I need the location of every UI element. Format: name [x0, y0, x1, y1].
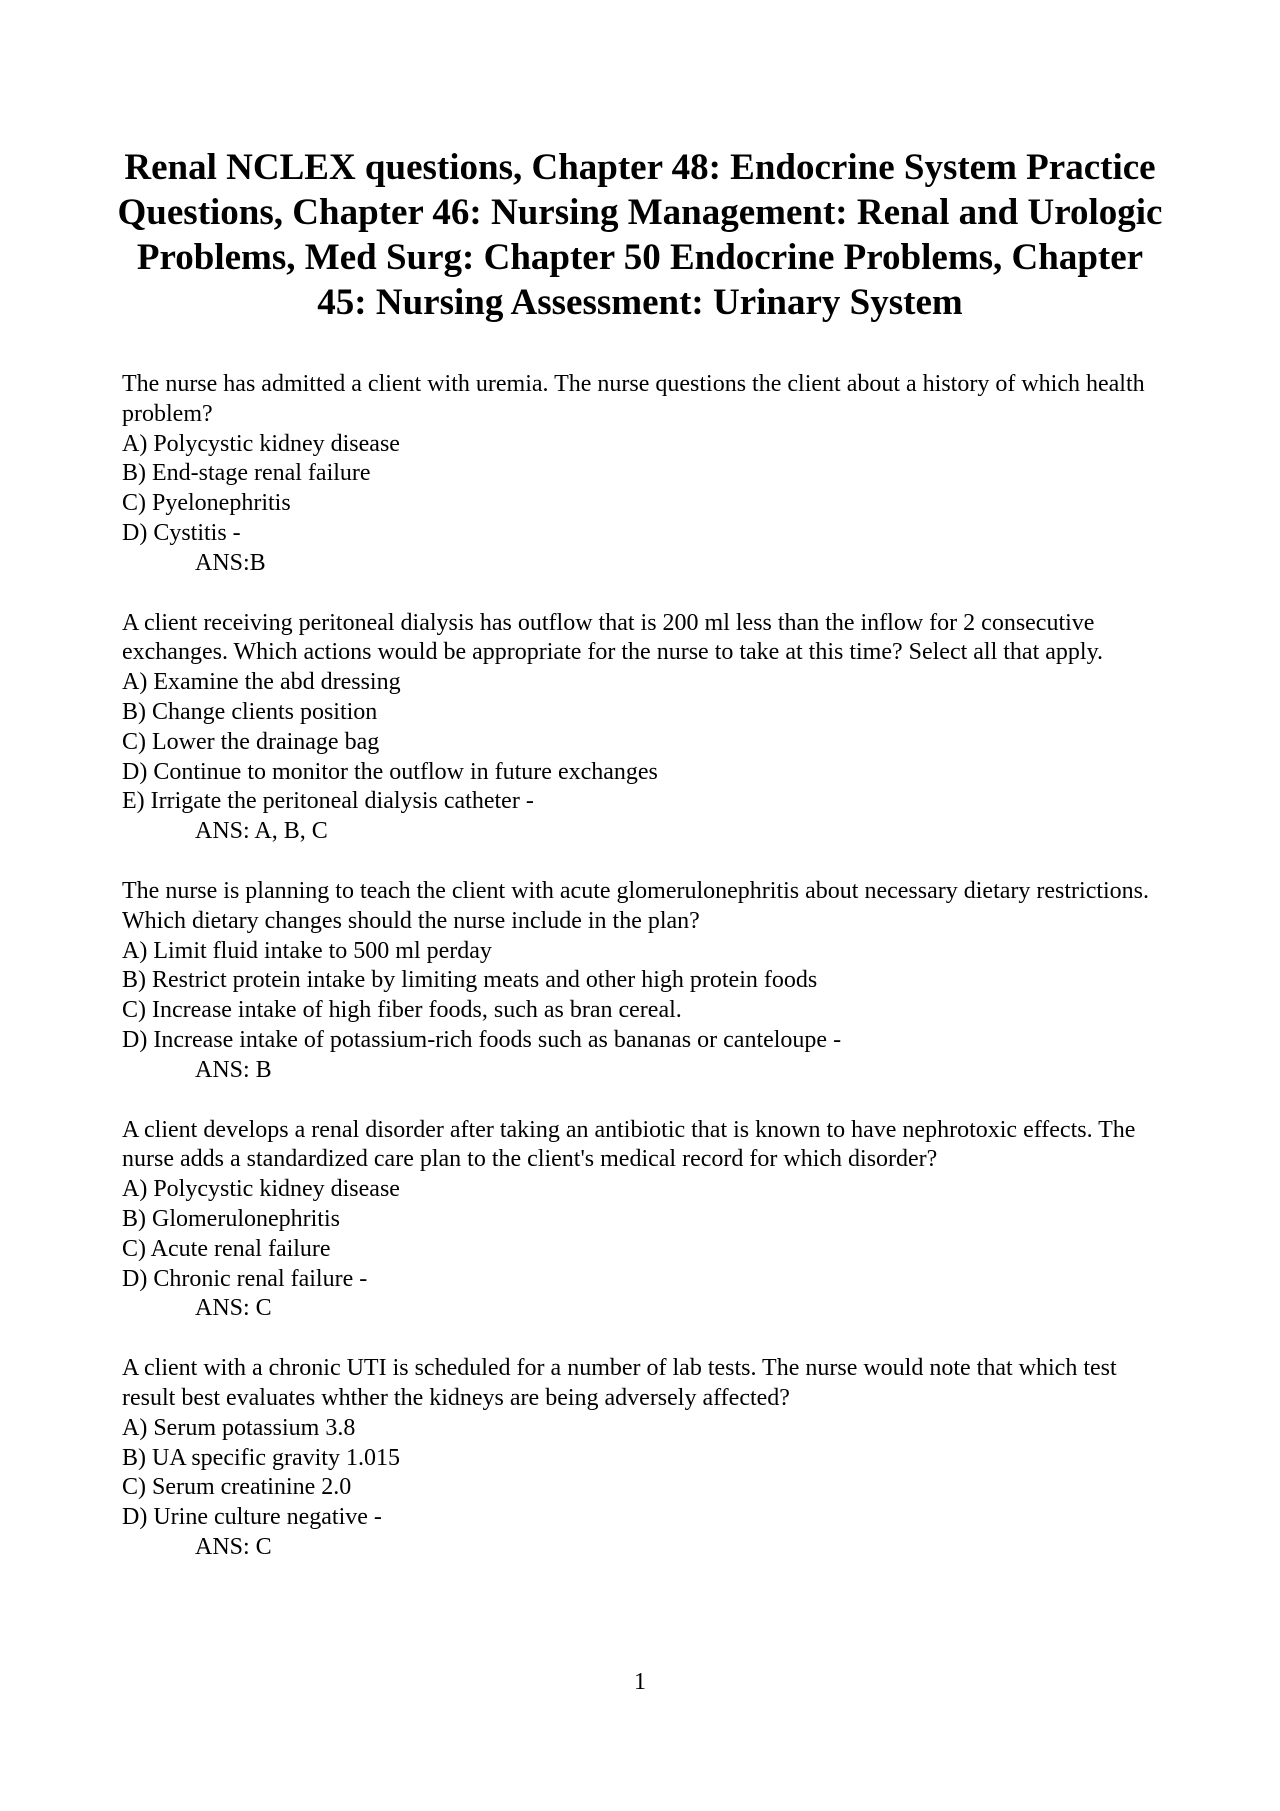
answer-key: ANS: C	[195, 1295, 272, 1322]
option-d: D) Chronic renal failure -	[122, 1265, 368, 1292]
option-a: A) Serum potassium 3.8	[122, 1414, 356, 1441]
option-c: C) Lower the drainage bag	[122, 728, 380, 755]
question-stem: The nurse has admitted a client with uremia. The nurse questions the client about a history of which health problem?	[122, 371, 1145, 427]
option-list	[122, 1414, 1172, 1533]
option-b: B) Glomerulonephritis	[122, 1205, 340, 1232]
option-d: D) Urine culture negative -	[122, 1504, 382, 1531]
document-title: Renal NCLEX questions, Chapter 48: Endocrine System Practice Questions, Chapter 46: Nursing Management: Renal and Urologic Problems, Med Surg: Chapter 50 Endocrine Problems, Chapter 45: Nursing Assessment: Urinary System	[117, 147, 1163, 323]
question-stem: A client with a chronic UTI is scheduled for a number of lab tests. The nurse would note that which test result best evaluates whther the kidneys are being adversely affected?	[122, 1355, 1117, 1411]
option-b: B) End-stage renal failure	[122, 460, 371, 487]
option-d: D) Cystitis -	[122, 519, 241, 546]
option-a: A) Polycystic kidney disease	[122, 1176, 400, 1203]
option-b: B) Restrict protein intake by limiting meats and other high protein foods	[122, 967, 818, 994]
option-list	[122, 430, 1172, 549]
question-3	[122, 877, 1172, 1086]
page-number: 1	[634, 1669, 646, 1695]
option-c: C) Acute renal failure	[122, 1235, 331, 1262]
answer-key: ANS: C	[195, 1533, 272, 1560]
option-a: A) Examine the abd dressing	[122, 669, 401, 696]
option-c: C) Increase intake of high fiber foods, such as bran cereal.	[122, 997, 682, 1024]
question-4	[122, 1116, 1172, 1325]
question-stem: A client develops a renal disorder after taking an antibiotic that is known to have nephrotoxic effects. The nurse adds a standardized care plan to the client's medical record for which disorder?	[122, 1116, 1136, 1173]
option-a: A) Polycystic kidney disease	[122, 430, 400, 457]
option-c: C) Pyelonephritis	[122, 490, 291, 517]
answer-key: ANS: B	[195, 1056, 272, 1083]
option-e: E) Irrigate the peritoneal dialysis catheter -	[122, 788, 534, 815]
question-list	[122, 370, 1172, 1593]
option-list	[122, 937, 1172, 1056]
question-2	[122, 609, 1172, 847]
option-b: B) Change clients position	[122, 698, 378, 725]
option-list	[122, 668, 1172, 817]
question-1	[122, 370, 1172, 579]
option-list	[122, 1175, 1172, 1294]
question-stem: The nurse is planning to teach the client with acute glomerulonephritis about necessary dietary restrictions. Which dietary changes should the nurse include in the plan?	[122, 877, 1150, 934]
option-a: A) Limit fluid intake to 500 ml perday	[122, 937, 492, 964]
question-5	[122, 1354, 1172, 1563]
answer-key: ANS: A, B, C	[195, 818, 328, 845]
answer-key: ANS:B	[195, 549, 266, 576]
option-d: D) Increase intake of potassium-rich foods such as bananas or canteloupe -	[122, 1026, 842, 1053]
option-b: B) UA specific gravity 1.015	[122, 1444, 400, 1471]
option-d: D) Continue to monitor the outflow in future exchanges	[122, 758, 658, 785]
question-stem: A client receiving peritoneal dialysis has outflow that is 200 ml less than the inflow for 2 consecutive exchanges. Which actions would be appropriate for the nurse to take at this time? Select all that apply.	[122, 609, 1104, 666]
option-c: C) Serum creatinine 2.0	[122, 1474, 352, 1501]
